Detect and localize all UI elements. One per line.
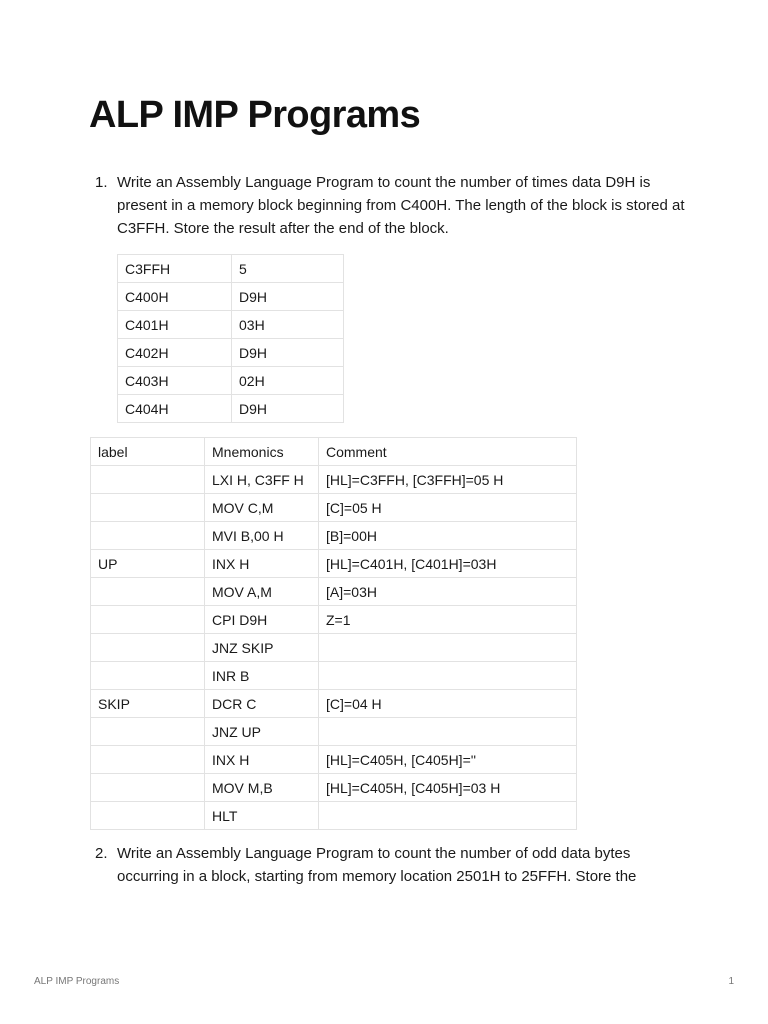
table-row xyxy=(91,522,577,550)
question-number: 2. xyxy=(95,845,108,862)
label-cell xyxy=(91,746,205,774)
label-cell xyxy=(91,634,205,662)
page-title: ALP IMP Programs xyxy=(89,94,421,136)
memory-address-cell: C402H xyxy=(118,339,232,367)
table-row xyxy=(118,255,344,283)
table-row xyxy=(118,311,344,339)
comment-cell xyxy=(319,634,577,662)
comment-cell: [A]=03H xyxy=(319,578,577,606)
memory-table xyxy=(117,254,344,423)
header-label: label xyxy=(91,438,205,466)
mnemonic-cell: MVI B,00 H xyxy=(205,522,319,550)
question-number: 1. xyxy=(95,174,108,191)
memory-value-cell: D9H xyxy=(232,395,344,423)
memory-value-cell: D9H xyxy=(232,339,344,367)
comment-cell: Z=1 xyxy=(319,606,577,634)
header-comment: Comment xyxy=(319,438,577,466)
mnemonic-cell: MOV M,B xyxy=(205,774,319,802)
mnemonic-cell: JNZ SKIP xyxy=(205,634,319,662)
comment-cell: [HL]=C401H, [C401H]=03H xyxy=(319,550,577,578)
comment-cell: [C]=04 H xyxy=(319,690,577,718)
table-row xyxy=(91,802,577,830)
mnemonic-cell: MOV A,M xyxy=(205,578,319,606)
table-row xyxy=(118,339,344,367)
memory-address-cell: C400H xyxy=(118,283,232,311)
table-row xyxy=(118,367,344,395)
table-row xyxy=(91,746,577,774)
label-cell xyxy=(91,662,205,690)
table-row xyxy=(91,634,577,662)
memory-value-cell: 03H xyxy=(232,311,344,339)
label-cell xyxy=(91,466,205,494)
mnemonic-cell: JNZ UP xyxy=(205,718,319,746)
comment-cell xyxy=(319,718,577,746)
comment-cell: [B]=00H xyxy=(319,522,577,550)
question-2 xyxy=(95,842,695,888)
table-row xyxy=(118,283,344,311)
header-mnemonics: Mnemonics xyxy=(205,438,319,466)
footer-doc-title: ALP IMP Programs xyxy=(34,976,120,987)
mnemonic-cell: CPI D9H xyxy=(205,606,319,634)
memory-address-cell: C3FFH xyxy=(118,255,232,283)
memory-address-cell: C401H xyxy=(118,311,232,339)
label-cell xyxy=(91,718,205,746)
comment-cell: [HL]=C3FFH, [C3FFH]=05 H xyxy=(319,466,577,494)
table-row xyxy=(91,550,577,578)
label-cell: UP xyxy=(91,550,205,578)
table-row xyxy=(91,662,577,690)
label-cell xyxy=(91,774,205,802)
memory-value-cell: 5 xyxy=(232,255,344,283)
label-cell: SKIP xyxy=(91,690,205,718)
table-row xyxy=(91,718,577,746)
program-table xyxy=(90,437,577,830)
label-cell xyxy=(91,578,205,606)
memory-address-cell: C403H xyxy=(118,367,232,395)
label-cell xyxy=(91,802,205,830)
label-cell xyxy=(91,606,205,634)
question-1 xyxy=(95,171,695,240)
mnemonic-cell: MOV C,M xyxy=(205,494,319,522)
table-row xyxy=(91,466,577,494)
mnemonic-cell: INX H xyxy=(205,746,319,774)
mnemonic-cell: DCR C xyxy=(205,690,319,718)
label-cell xyxy=(91,522,205,550)
mnemonic-cell: INX H xyxy=(205,550,319,578)
table-row xyxy=(91,774,577,802)
comment-cell xyxy=(319,662,577,690)
table-row xyxy=(91,578,577,606)
mnemonic-cell: HLT xyxy=(205,802,319,830)
memory-address-cell: C404H xyxy=(118,395,232,423)
question-text: Write an Assembly Language Program to count the number of odd data bytes occurring in a block, starting from memory location 2501H to 25FFH. Store the xyxy=(117,845,637,885)
comment-cell: [HL]=C405H, [C405H]='' xyxy=(319,746,577,774)
mnemonic-cell: INR B xyxy=(205,662,319,690)
comment-cell: [C]=05 H xyxy=(319,494,577,522)
comment-cell xyxy=(319,802,577,830)
table-row xyxy=(118,395,344,423)
memory-value-cell: D9H xyxy=(232,283,344,311)
memory-value-cell: 02H xyxy=(232,367,344,395)
comment-cell: [HL]=C405H, [C405H]=03 H xyxy=(319,774,577,802)
table-row xyxy=(91,690,577,718)
label-cell xyxy=(91,494,205,522)
mnemonic-cell: LXI H, C3FF H xyxy=(205,466,319,494)
table-row xyxy=(91,494,577,522)
table-header-row xyxy=(91,438,577,466)
question-text: Write an Assembly Language Program to count the number of times data D9H is present in a memory block beginning from C400H. The length of the block is stored at C3FFH. Store the result after the end of the block. xyxy=(117,174,685,237)
table-row xyxy=(91,606,577,634)
footer-page-number: 1 xyxy=(728,976,734,987)
